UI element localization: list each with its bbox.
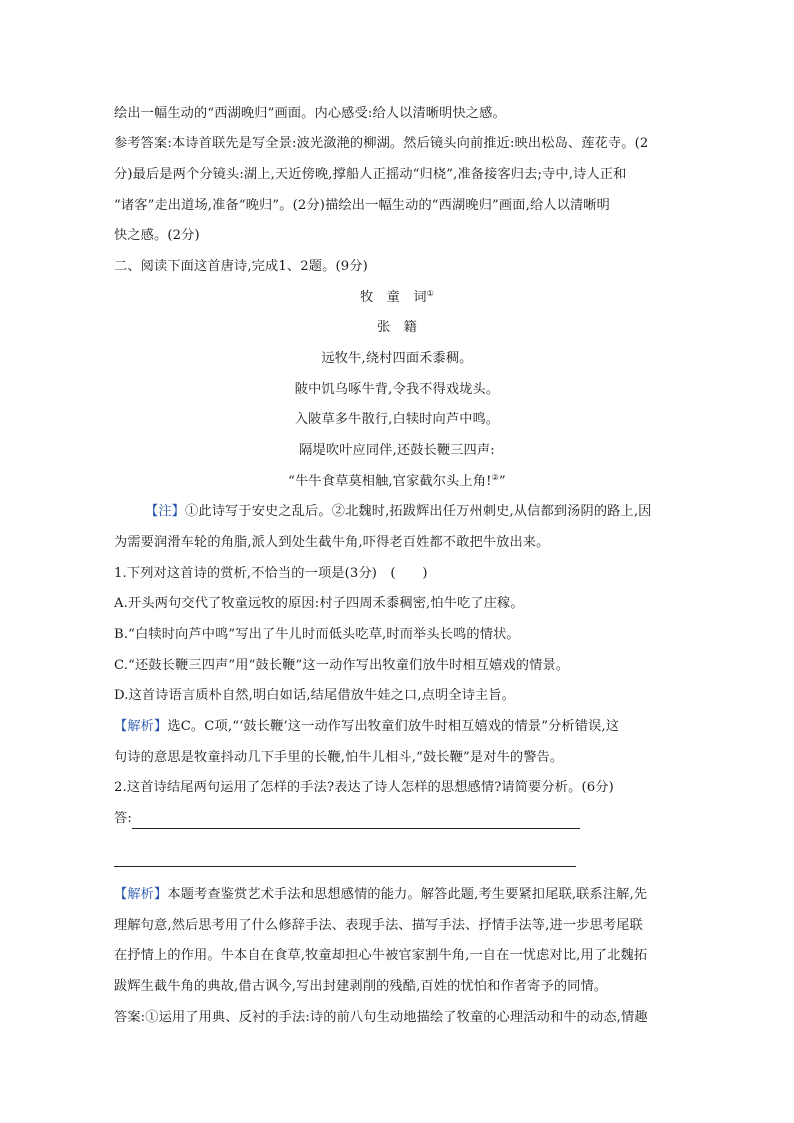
question-stem: 1.下列对这首诗的赏析,不恰当的一项是(3分) ( ) (114, 566, 428, 581)
answer-blank-line[interactable] (114, 866, 576, 867)
analysis-paragraph: 跋辉生截牛角的典故,借古讽今,写出封建剥削的残酷,百姓的忧怕和作者寄予的同情。 (114, 979, 608, 994)
footnote-marker: ② (491, 473, 499, 482)
poem-author: 张 籍 (376, 320, 417, 335)
note-paragraph: 【注】①此诗写于安史之乱后。②北魏时,拓跋辉出任万州刺史,从信都到汤阴的路上,因 (145, 504, 652, 519)
reference-answer-line: “诸客”走出道场,准备“晚归”。(2分)描绘出一幅生动的“西湖晚归”画面,给人以清晰明 (114, 198, 610, 213)
poem-line: 入陂草多牛散行,白犊时向芦中鸣。 (294, 412, 500, 427)
option-d: D.这首诗语言质朴自然,明白如话,结尾借放牛娃之口,点明全诗主旨。 (114, 688, 516, 703)
question-stem: 2.这首诗结尾两句运用了怎样的手法?表达了诗人怎样的思想感情?请简要分析。(6分) (114, 780, 614, 795)
reference-answer-line: 快之感。(2分) (114, 228, 200, 243)
analysis-paragraph: 在抒情上的作用。牛本自在食草,牧童却担心牛被官家割牛角,一自在一忧虑对比,用了北魏拓 (114, 948, 648, 963)
poem-line: 隔堤吹叶应同伴,还鼓长鞭三四声: (299, 443, 495, 458)
footnote-marker: ① (426, 289, 434, 298)
paragraph-line: 绘出一幅生动的“西湖晚归”画面。内心感受:给人以清晰明快之感。 (114, 106, 506, 121)
answer-line: 答: (114, 809, 684, 829)
poem-line: 陂中饥乌啄牛背,令我不得戏垅头。 (294, 382, 500, 397)
analysis-tag: 【解析】 (114, 887, 168, 902)
poem-line: “牛牛食草莫相触,官家截尔头上角!②” (288, 473, 506, 489)
option-b: B.“白犊时向芦中鸣”写出了牛儿时而低头吃草,时而举头长鸣的情状。 (114, 627, 520, 642)
poem-line: 远牧牛,绕村四面禾黍稠。 (321, 351, 473, 366)
reference-answer-line: 分)最后是两个分镜头:湖上,天近傍晚,撑船人正摇动“归桡”,准备接客归去;寺中,诗人正和 (114, 167, 627, 182)
option-a: A.开头两句交代了牧童远牧的原因:村子四周禾黍稠密,怕牛吃了庄稼。 (114, 596, 524, 611)
option-c: C.“还鼓长鞭三四声”用“鼓长鞭”这一动作写出牧童们放牛时相互嬉戏的情景。 (114, 658, 570, 673)
note-tag: 【注】 (145, 504, 186, 519)
analysis-paragraph: 理解句意,然后思考用了什么修辞手法、表现手法、描写手法、抒情手法等,进一步思考尾联 (114, 918, 643, 933)
poem-title: 牧 童 词① (359, 289, 434, 305)
analysis-paragraph: 【解析】选C。C项,“‘鼓长鞭’这一动作写出牧童们放牛时相互嬉戏的情景”分析错误,这 (114, 719, 620, 734)
answer-paragraph: 答案:①运用了用典、反衬的手法:诗的前八句生动地描绘了牧童的心理活动和牛的动态,情趣 (114, 1010, 648, 1025)
section-heading: 二、阅读下面这首唐诗,完成1、2题。(9分) (114, 259, 368, 274)
answer-blank[interactable] (132, 814, 580, 829)
note-paragraph: 为需要润滑车轮的角脂,派人到处生截牛角,吓得老百姓都不敢把牛放出来。 (114, 535, 550, 550)
analysis-tag: 【解析】 (114, 719, 168, 734)
reference-answer-line: 参考答案:本诗首联先是写全景:波光潋滟的柳湖。然后镜头向前推近:映出松岛、莲花寺。(2 (114, 136, 649, 151)
analysis-paragraph: 【解析】本题考查鉴赏艺术手法和思想感情的能力。解答此题,考生要紧扣尾联,联系注解,先 (114, 887, 648, 902)
analysis-paragraph: 句诗的意思是牧童抖动几下手里的长鞭,怕牛儿相斗,“鼓长鞭”是对牛的警告。 (114, 750, 564, 765)
